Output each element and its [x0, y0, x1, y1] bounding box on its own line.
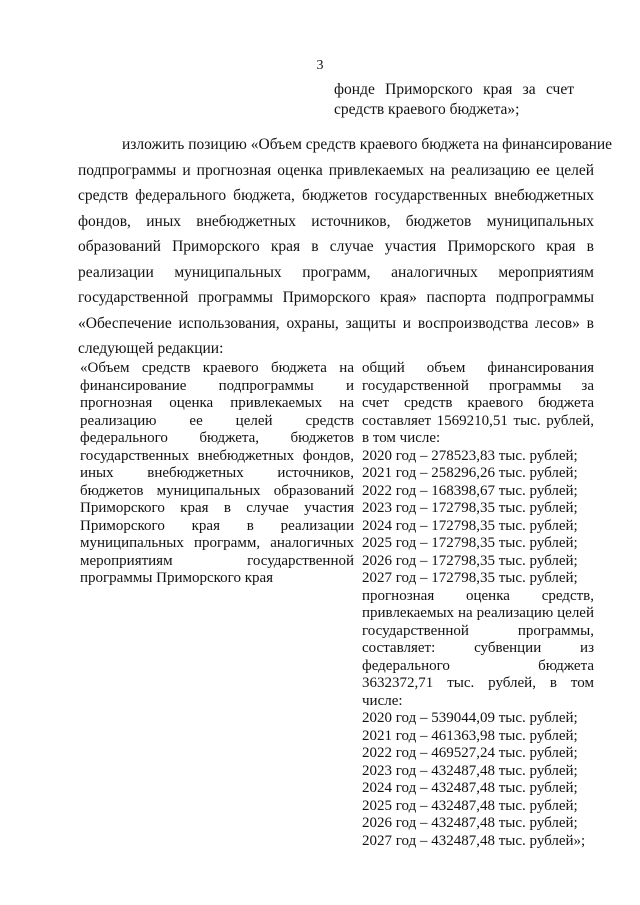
left-column-line: Приморского края в реализации: [80, 517, 354, 534]
right-column-line: 2024 год – 432487,48 тыс. рублей;: [362, 780, 578, 796]
right-column-line: 2021 год – 461363,98 тыс. рублей;: [362, 727, 578, 744]
paragraph-line: подпрограммы и прогнозная оценка привлекаемых на реализацию ее целей: [78, 161, 594, 179]
paragraph-line: средств федерального бюджета, бюджетов государственных внебюджетных: [78, 187, 594, 204]
right-column-line: государственной программы за: [362, 377, 594, 394]
left-column-line: федерального бюджета, бюджетов: [80, 430, 354, 446]
paragraph-line: следующей редакции:: [78, 340, 224, 357]
right-column-line: составляет 1569210,51 тыс. рублей,: [362, 412, 594, 429]
paragraph-line: фондов, иных внебюджетных источников, бюджетов муниципальных: [78, 212, 594, 230]
left-column-line: прогнозная оценка привлекаемых на: [80, 395, 354, 411]
right-column-line: привлекаемых на реализацию целей: [362, 605, 594, 621]
right-column-line: прогнозная оценка средств,: [362, 587, 594, 604]
left-column-line: бюджетов муниципальных образований: [80, 482, 354, 499]
right-column-line: числе:: [362, 692, 403, 709]
right-column-line: федерального бюджета: [362, 657, 594, 674]
right-column-line: общий объем финансирования: [362, 360, 594, 376]
left-column-line: финансирование подпрограммы и: [80, 377, 354, 394]
right-column-line: 2023 год – 172798,35 тыс. рублей;: [362, 500, 578, 516]
right-column-line: 2024 год – 172798,35 тыс. рублей;: [362, 517, 578, 534]
left-column-line: государственных внебюджетных фондов,: [80, 447, 354, 464]
position-value-column: [362, 360, 594, 850]
right-column-line: 2021 год – 258296,26 тыс. рублей;: [362, 465, 578, 481]
main-paragraph: [78, 132, 613, 362]
continuation-line: фонде Приморского края за счет: [334, 81, 574, 98]
right-column-line: 2027 год – 432487,48 тыс. рублей»;: [362, 832, 586, 849]
paragraph-line: изложить позицию «Объем средств краевого бюджета на финансирование: [122, 136, 613, 153]
right-column-line: 2022 год – 168398,67 тыс. рублей;: [362, 482, 578, 499]
right-column-line: 2022 год – 469527,24 тыс. рублей;: [362, 745, 578, 761]
left-column-line: Приморского края в случае участия: [80, 500, 354, 516]
continuation-line: средств краевого бюджета»;: [334, 101, 520, 118]
right-column-line: государственной программы,: [362, 622, 594, 639]
right-column-line: 2026 год – 432487,48 тыс. рублей;: [362, 815, 578, 831]
right-column-line: счет средств краевого бюджета: [362, 395, 594, 411]
right-column-line: 3632372,71 тыс. рублей, в том: [362, 675, 594, 691]
right-column-line: 2020 год – 539044,09 тыс. рублей;: [362, 710, 578, 726]
position-title-column: [80, 360, 354, 588]
left-column-line: муниципальных программ, аналогичных: [80, 535, 354, 551]
right-column-line: 2020 год – 278523,83 тыс. рублей;: [362, 447, 578, 464]
left-column-line: программы Приморского края: [80, 570, 274, 586]
right-column-line: 2026 год – 172798,35 тыс. рублей;: [362, 552, 578, 569]
paragraph-line: государственной программы Приморского края» паспорта подпрограммы: [78, 289, 594, 306]
left-column-line: реализацию ее целей средств: [80, 412, 354, 429]
right-column-line: 2027 год – 172798,35 тыс. рублей;: [362, 570, 578, 586]
continuation-text: [334, 80, 574, 120]
page-number: 3: [316, 58, 324, 73]
left-column-line: иных внебюджетных источников,: [80, 465, 354, 481]
right-column-line: в том числе:: [362, 430, 441, 446]
right-column-line: составляет: субвенции из: [362, 640, 594, 656]
paragraph-line: образований Приморского края в случае участия Приморского края в: [78, 238, 594, 255]
paragraph-line: реализации муниципальных программ, аналогичных мероприятиям: [78, 263, 594, 281]
right-column-line: 2025 год – 172798,35 тыс. рублей;: [362, 535, 578, 551]
left-column-line: мероприятиям государственной: [80, 552, 354, 569]
right-column-line: 2023 год – 432487,48 тыс. рублей;: [362, 762, 578, 779]
left-column-line: «Объем средств краевого бюджета на: [80, 360, 354, 376]
paragraph-line: «Обеспечение использования, охраны, защиты и воспроизводства лесов» в: [78, 314, 594, 332]
right-column-line: 2025 год – 432487,48 тыс. рублей;: [362, 797, 578, 814]
